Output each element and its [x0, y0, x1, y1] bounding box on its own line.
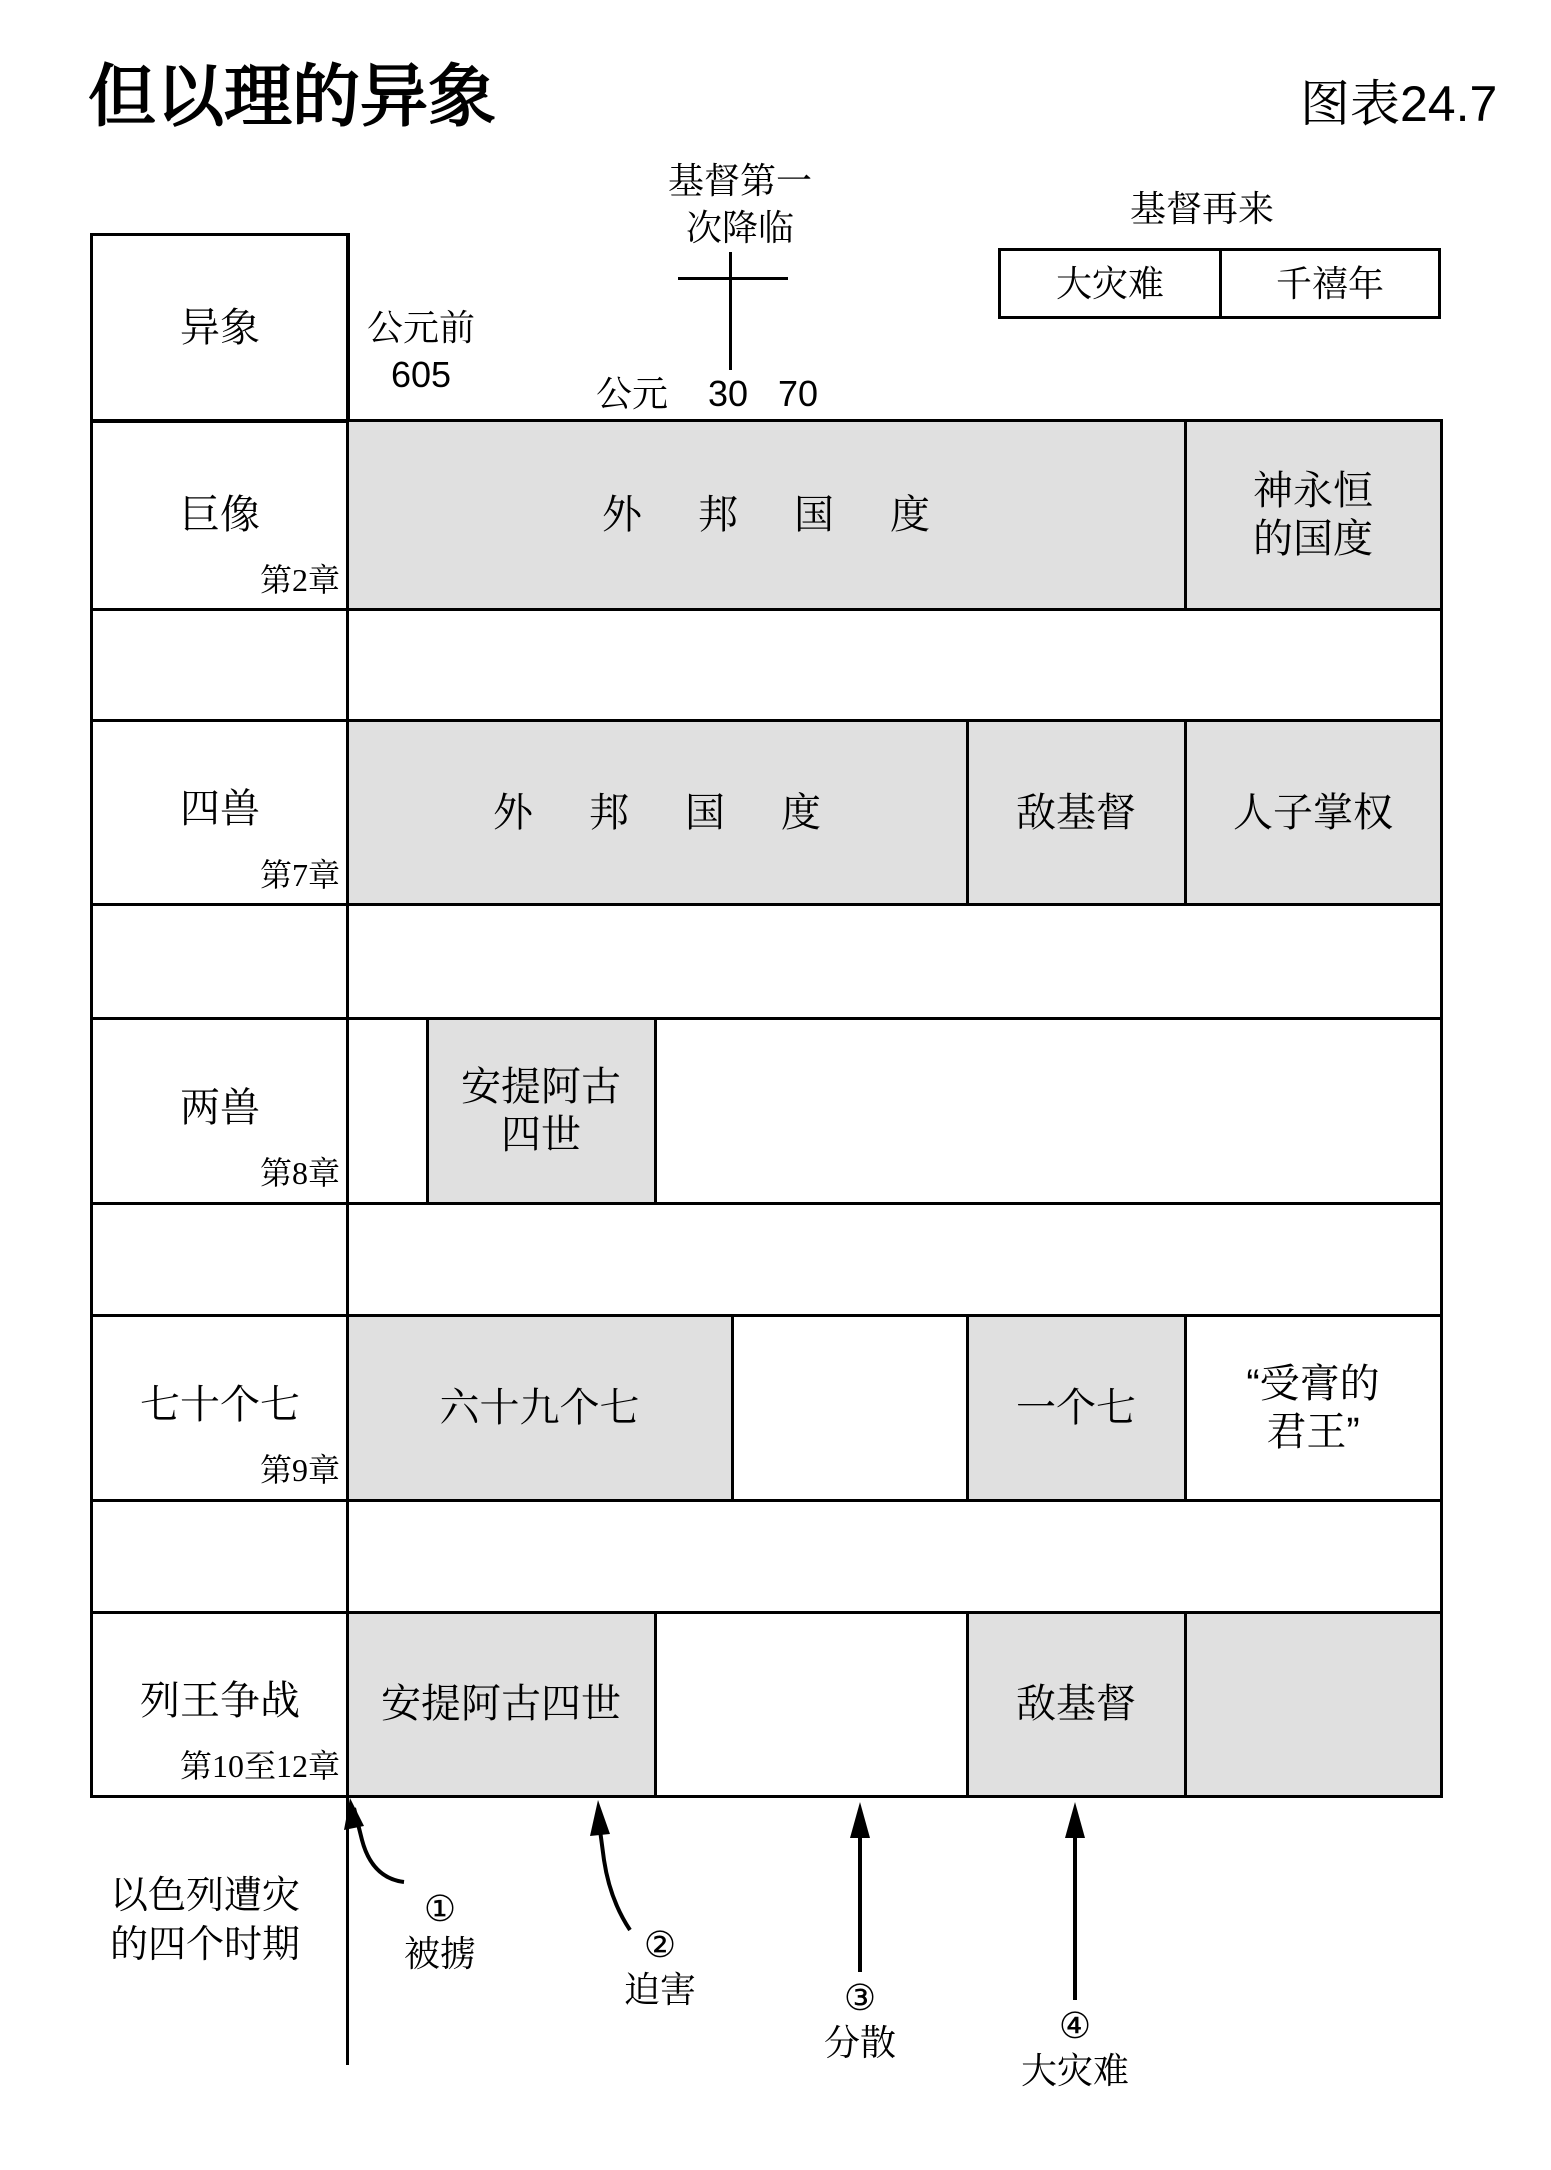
- four-beasts-gentile-cell: 外 邦 国 度: [347, 720, 967, 905]
- chart-number: 图表24.7: [1300, 76, 1498, 132]
- four-beasts-antichrist-cell: 敌基督: [967, 720, 1185, 905]
- chapter-kings-war: 第10至12章: [179, 1748, 340, 1784]
- one-week-cell: 一个七: [967, 1315, 1185, 1500]
- chapter-four-beasts: 第7章: [259, 857, 340, 893]
- row-label-two-beasts: 两兽: [180, 1086, 260, 1130]
- event-persecution: ② 迫害: [623, 1924, 696, 2010]
- arrow-persecution-head: [590, 1800, 610, 1836]
- arrow-persecution: [600, 1830, 630, 1930]
- page-title: 但以理的异象: [88, 59, 497, 135]
- kings-war-antiochus-cell: 安提阿古四世: [347, 1612, 655, 1795]
- son-of-man-cell: 人子掌权: [1185, 720, 1441, 905]
- visions-header-cell: 异象: [90, 233, 350, 423]
- row-label-four-beasts: 四兽: [180, 787, 260, 831]
- statue-kingdom-cell: 神永恒 的国度: [1185, 420, 1441, 610]
- row-label-seventy-weeks: 七十个七: [140, 1383, 300, 1427]
- sixty-nine-weeks-cell: 六十九个七: [347, 1315, 732, 1500]
- israel-four-periods-label: 以色列遭灾 的四个时期: [110, 1875, 301, 1967]
- event-exile: ① 被掳: [403, 1888, 476, 1974]
- two-beasts-antiochus-cell: 安提阿古 四世: [427, 1018, 655, 1203]
- chapter-seventy-weeks: 第9章: [259, 1452, 340, 1488]
- ad-label: 公元: [596, 373, 669, 414]
- second-coming-label: 基督再来: [1130, 188, 1275, 229]
- event-dispersion: ③ 分散: [823, 1977, 896, 2063]
- event-tribulation: ④ 大灾难: [1020, 2005, 1129, 2091]
- arrow-tribulation-head: [1065, 1802, 1085, 1838]
- chapter-statue: 第2章: [259, 562, 340, 598]
- row-label-statue: 巨像: [180, 493, 260, 537]
- ad-30-label: 30: [708, 373, 749, 414]
- arrow-dispersion-head: [850, 1802, 870, 1838]
- statue-gentile-cell: 外 邦 国 度: [347, 420, 1185, 610]
- arrow-exile: [354, 1808, 404, 1882]
- arrow-exile-head: [344, 1798, 364, 1830]
- millennium-box: 千禧年: [1219, 248, 1441, 319]
- first-coming-label: 基督第一 次降临: [667, 160, 812, 248]
- row-label-kings-war: 列王争战: [140, 1679, 300, 1723]
- ad-70-label: 70: [778, 373, 819, 414]
- anointed-ruler-cell: “受膏的 君王”: [1246, 1361, 1380, 1454]
- kings-war-antichrist-cell: 敌基督: [967, 1612, 1185, 1795]
- bc-605-label: 公元前 605: [366, 307, 475, 395]
- chapter-two-beasts: 第8章: [259, 1155, 340, 1191]
- tribulation-box: 大灾难: [998, 248, 1222, 319]
